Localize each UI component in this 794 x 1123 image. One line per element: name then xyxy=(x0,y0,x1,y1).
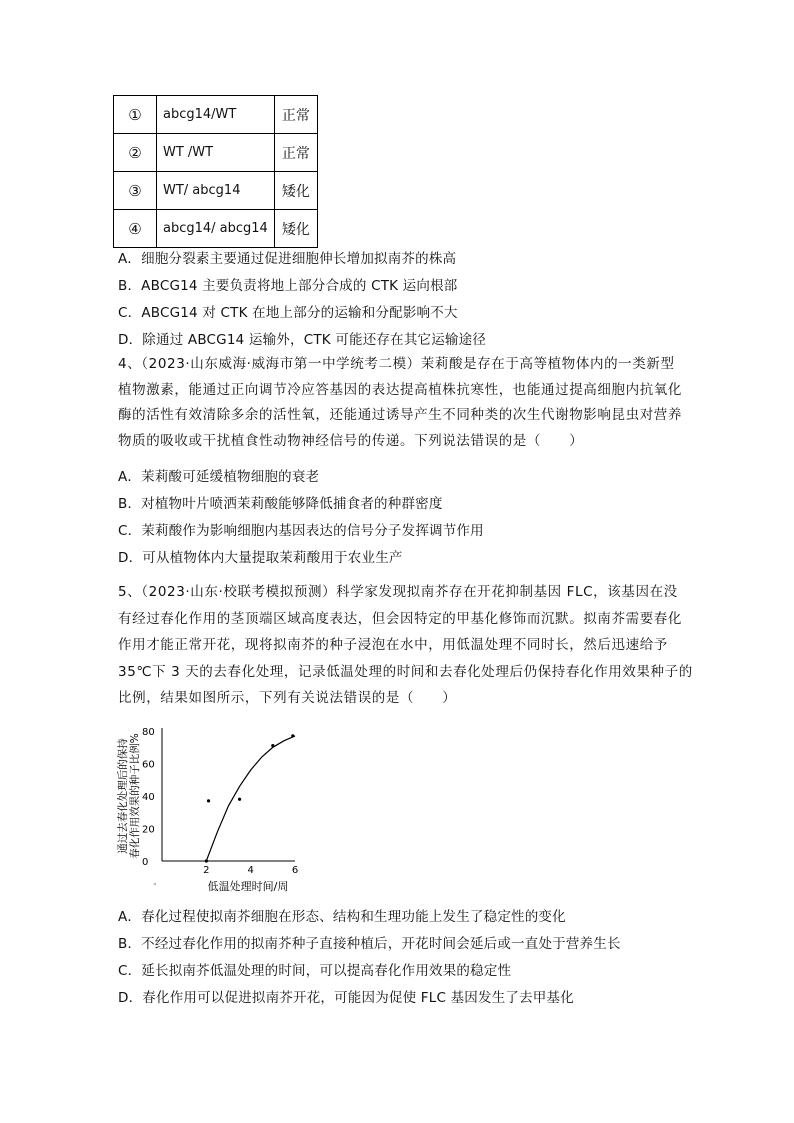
table-row xyxy=(114,210,318,248)
y-tick-label: 20 xyxy=(142,824,155,836)
y-tick-label: 60 xyxy=(142,759,155,771)
table-row xyxy=(114,172,318,210)
y-label-line: 通过去春化处理后的保持 xyxy=(117,738,129,854)
row-phenotype: 矮化 xyxy=(274,172,317,210)
option-line: B．ABCG14 主要负责将地上部分合成的 CTK 运向根部 xyxy=(118,278,458,294)
data-point xyxy=(291,734,294,737)
data-point xyxy=(238,798,241,801)
vernalization-chart xyxy=(117,718,310,898)
option-line: C．延长拟南芥低温处理的时间，可以提高春化作用效果的稳定性 xyxy=(118,963,512,979)
option-line: B．不经过春化作用的拟南芥种子直接种植后，开花时间会延后或一直处于营养生长 xyxy=(118,936,621,952)
y-tick-label: 80 xyxy=(142,727,155,738)
question-line: 酶的活性有效清除多余的活性氧，还能通过诱导产生不同种类的次生代谢物影响昆虫对营养 xyxy=(118,407,682,423)
y-tick-label: 40 xyxy=(142,792,155,803)
row-genotype: abcg14/WT xyxy=(157,96,275,134)
question-line: 35℃下 3 天的去春化处理，记录低温处理的时间和去春化处理后仍保持春化作用效果种子的 xyxy=(118,663,693,680)
option-line: C．ABCG14 对 CTK 在地上部分的运输和分配影响不大 xyxy=(118,305,458,321)
row-number: ① xyxy=(114,96,157,134)
chart-xlabel: 低温处理时间/周 xyxy=(207,880,289,893)
fitted-curve xyxy=(206,736,295,861)
option-line: D．除通过 ABCG14 运输外，CTK 可能还存在其它运输途径 xyxy=(118,332,487,348)
grafting-table xyxy=(113,95,318,248)
option-line: B．对植物叶片喷洒茉莉酸能够降低捕食者的种群密度 xyxy=(118,496,443,512)
row-number: ③ xyxy=(114,172,157,210)
data-point xyxy=(207,799,210,802)
x-tick-labels xyxy=(203,865,298,876)
question-line: 作用才能正常开花，现将拟南芥的种子浸泡在水中，用低温处理不同时长，然后迅速给予 xyxy=(118,637,668,653)
data-point xyxy=(205,859,208,862)
x-tick-label: 4 xyxy=(247,865,254,876)
option-line: A．细胞分裂素主要通过促进细胞伸长增加拟南芥的株高 xyxy=(118,251,457,267)
row-genotype: WT/ abcg14 xyxy=(157,172,275,210)
question-line: 植物激素，能通过正向调节冷应答基因的表达提高植株抗寒性，也能通过提高细胞内抗氧化 xyxy=(118,381,682,398)
option-line: C．茉莉酸作为影响细胞内基因表达的信号分子发挥调节作用 xyxy=(118,523,484,539)
question-line: 有经过春化作用的茎顶端区域高度表达，但会因特定的甲基化修饰而沉默。拟南芥需要春化 xyxy=(118,610,682,627)
question-line: 5、（2023·山东·校联考模拟预测）科学家发现拟南芥存在开花抑制基因 FLC，该基因在没 xyxy=(118,584,678,600)
y-label-line: 春化作用效果的种子比例% xyxy=(129,733,141,859)
row-genotype: abcg14/ abcg14 xyxy=(157,210,275,248)
option-line: D．春化作用可以促进拟南芥开花，可能因为促使 FLC 基因发生了去甲基化 xyxy=(118,990,574,1006)
data-points xyxy=(205,734,295,862)
table-row xyxy=(114,134,318,172)
row-number: ④ xyxy=(114,210,157,248)
table-row xyxy=(114,96,318,134)
chart-footnote-mark: " xyxy=(153,882,157,891)
data-point xyxy=(271,744,274,747)
y-tick-labels xyxy=(142,727,155,868)
option-line: A．春化过程使拟南芥细胞在形态、结构和生理功能上发生了稳定性的变化 xyxy=(118,909,566,925)
row-phenotype: 矮化 xyxy=(274,210,317,248)
x-tick-label: 2 xyxy=(203,865,210,876)
question-line: 4、（2023·山东威海·威海市第一中学统考二模）茉莉酸是存在于高等植物体内的一类新型 xyxy=(118,356,675,372)
y-tick-label: 0 xyxy=(142,857,149,868)
option-line: D．可从植物体内大量提取茉莉酸用于农业生产 xyxy=(118,550,403,566)
row-phenotype: 正常 xyxy=(274,134,317,172)
question-line: 物质的吸收或干扰植食性动物神经信号的传递。下列说法错误的是（ ） xyxy=(118,432,584,449)
question-line: 比例，结果如图所示，下列有关说法错误的是（ ） xyxy=(118,690,457,706)
option-line: A．茉莉酸可延缓植物细胞的衰老 xyxy=(118,469,320,485)
row-number: ② xyxy=(114,134,157,172)
x-tick-label: 6 xyxy=(291,865,299,876)
chart-ylabel xyxy=(116,733,141,858)
row-phenotype: 正常 xyxy=(274,96,317,134)
row-genotype: WT /WT xyxy=(157,134,275,172)
